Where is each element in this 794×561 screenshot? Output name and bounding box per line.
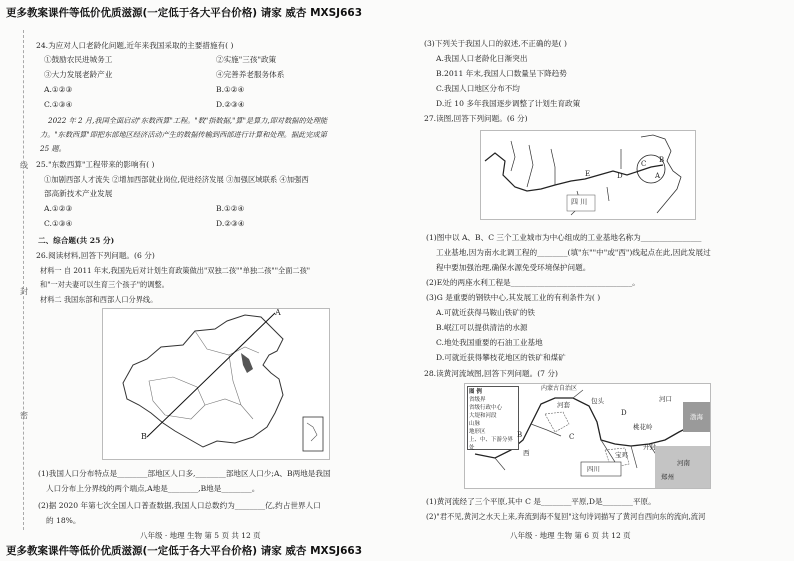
q26-3-opt-c: C.我国人口地区分布不均	[436, 84, 520, 93]
q25-answers-2	[44, 220, 388, 228]
map28-label-hetao: 河套	[557, 401, 570, 409]
q24-opt2: ②实施"三孩"政策	[216, 55, 277, 64]
q27-sub3-stem: (3)G 是重要的钢铁中心,其发展工业的有利条件为( )	[426, 293, 601, 302]
q26-sub1-line2: 人口分布上分界线的两个端点,A地是________,B地是________。	[46, 484, 260, 493]
footer-left: 八年级 · 地理 生物 第 5 页 共 12 页	[140, 531, 261, 540]
q27-sub3-opt-b: B.岷江可以提供清洁的水源	[436, 323, 528, 332]
legend-item: 大堤和河段	[469, 413, 497, 419]
legend-item: 省级界	[469, 397, 486, 403]
margin-label-2: 封	[20, 287, 28, 296]
map28-label-sichuan: 四川	[587, 465, 600, 473]
map28-label-lingbao: 宝鸡	[615, 451, 628, 459]
map28-label-taohuayu: 桃花岭	[633, 423, 653, 431]
q25-stem: 25."东数西算"工程带来的影响有( )	[36, 160, 155, 169]
q28-stem: 28.读黄河流域图,回答下列问题。(7 分)	[424, 369, 558, 378]
china-population-map	[102, 308, 330, 460]
q25-ans-b: B.①②④	[216, 204, 245, 213]
q24-answers-2	[44, 101, 388, 109]
q27-sub3-opt-d: D.可就近获得攀枝花地区的铁矿和煤矿	[436, 353, 566, 362]
map28-label-kaifeng: 开封	[643, 443, 656, 451]
map28-label-c: C	[569, 433, 575, 441]
q26-3-stem: (3)下列关于我国人口的叙述,不正确的是( )	[424, 39, 568, 48]
q25-ans-a: A.①②③	[44, 204, 73, 213]
legend-box	[467, 386, 519, 450]
passage-line-3: 25 题。	[40, 144, 66, 153]
section-2-title: 二、综合题(共 25 分)	[38, 236, 115, 245]
map28-label-d: D	[621, 409, 627, 417]
q27-stem: 27.读图,回答下列问题。(6 分)	[424, 114, 528, 123]
q24-opt4: ④完善养老服务体系	[216, 70, 285, 79]
footer-right: 八年级 · 地理 生物 第 6 页 共 12 页	[510, 531, 631, 540]
q25-answers-1	[44, 205, 388, 213]
q25-ans-c: C.①③④	[44, 219, 73, 228]
q27-sub1-line2: 工业基地,因为南水北调工程的________(填"东""中"或"西")线起点在此,因此发展过	[436, 248, 711, 257]
map28-label-hekou: 河口	[659, 395, 672, 403]
q24-options-2	[44, 71, 388, 79]
q24-ans-b: B.①②④	[216, 85, 245, 94]
q25-ans-d: D.②③④	[216, 219, 245, 228]
map-point-a: A	[275, 308, 281, 317]
map28-label-bohai: 渤海	[690, 413, 703, 421]
china-map-svg	[103, 309, 329, 459]
map27-label-a: A	[655, 172, 661, 180]
q26-material2: 材料二 我国东部和西部人口分界线。	[40, 295, 158, 304]
q28-sub2: (2)"君不见,黄河之水天上来,奔流到海不复回"这句诗词描写了黄河自西向东的流向,流河	[426, 512, 706, 521]
page-header-top: 更多教案课件等低价优质滋源(一定低于各大平台价格) 请家 威杏 MXSJ663	[6, 7, 362, 19]
legend-item: 山脉	[469, 421, 481, 427]
page-header-bottom: 更多教案课件等低价优质滋源(一定低于各大平台价格) 请家 威杏 MXSJ663	[6, 545, 362, 557]
map27-label-c: C	[641, 160, 647, 168]
q24-opt1: ①鼓励农民进城务工	[44, 55, 113, 64]
map28-label-zhengzhou: 郑州	[661, 473, 674, 481]
q28-sub1: (1)黄河流经了三个平原,其中 C 是________平原,D是________平原。	[426, 497, 656, 506]
q27-sub1-line3: 程中要加强治理,确保水源免受环境保护问题。	[436, 263, 591, 272]
q26-sub1-line1: (1)我国人口分布特点是________部地区人口多,________部地区人口少;A、B两地是我国	[38, 469, 331, 478]
q26-sub2-line2: 的 18%。	[46, 516, 81, 525]
q27-sub3-opt-c: C.地处我国重要的石油工业基地	[436, 338, 543, 347]
q24-ans-a: A.①②③	[44, 85, 73, 94]
map27-label-e: E	[585, 170, 591, 178]
q26-3-opt-d: D.近 10 多年我国逐步调整了计划生育政策	[436, 99, 581, 108]
q24-ans-c: C.①③④	[44, 100, 73, 109]
q24-answers-1	[44, 86, 388, 94]
legend-item: 省级行政中心	[469, 405, 503, 411]
map28-label-b: B	[517, 431, 523, 439]
map-point-b: B	[141, 432, 147, 441]
map28-label-xian: 西	[523, 449, 530, 457]
q24-options-1	[44, 56, 388, 64]
q26-sub2-line1: (2)据 2020 年第七次全国人口普查数据,我国人口总数约为________亿,约占世界人口	[38, 501, 321, 510]
q24-opt3: ③大力发展老龄产业	[44, 70, 113, 79]
map28-label-baotou: 包头	[591, 397, 604, 405]
map27-label-sichuan: 四 川	[571, 198, 588, 206]
legend-item: 地形区	[469, 429, 486, 435]
q26-3-opt-a: A.我国人口老龄化日渐突出	[436, 54, 528, 63]
q24-ans-d: D.②③④	[216, 100, 245, 109]
passage-line-2: 力。"东数西算"即把东部地区经济活动产生的数据传输到西部进行计算和处理。据此完成第	[40, 130, 327, 139]
map27-label-b: B	[659, 156, 665, 164]
binding-line	[23, 30, 24, 530]
map28-label-henan: 河南	[677, 459, 690, 467]
passage-line-1: 2022 年 2 月,我国全面启动"东数西算"工程。"数"指数据,"算"是算力,即对数据的处理能	[48, 116, 328, 125]
q26-3-opt-b: B.2011 年末,我国人口数量呈下降趋势	[436, 69, 567, 78]
margin-label-3: 密	[20, 411, 28, 420]
q26-material1-line1: 材料一 自 2011 年末,我国先后对计划生育政策做出"双独二孩""单独二孩""全面二孩"	[40, 266, 311, 275]
q26-material1-line2: 和"一对夫妻可以生育三个孩子"的调整。	[40, 280, 169, 289]
map28-label-neimeng: 内蒙古自治区	[541, 385, 578, 392]
q26-stem: 26.阅读材料,回答下列问题。(6 分)	[36, 251, 155, 260]
legend-title: 图 例	[469, 389, 482, 395]
q27-sub3-opt-a: A.可就近获得马鞍山铁矿的铁	[436, 308, 536, 317]
legend-item: 上、中、下游分界处	[469, 437, 514, 451]
yangtze-map	[480, 130, 696, 220]
q27-sub1-line1: (1)图中以 A、B、C 三个工业城市为中心组成的工业基地名称为________________	[426, 233, 702, 242]
q25-options-1: ①加剧西部人才流失 ②增加西部就业岗位,促进经济发展 ③加强区域联系 ④加强西	[44, 175, 309, 184]
q27-sub2: (2)E处的两座水利工程是________________________________。	[426, 278, 640, 287]
q25-options-2: 部高新技术产业发展	[44, 189, 113, 198]
q24-stem: 24.为应对人口老龄化问题,近年来我国采取的主要措施有( )	[36, 41, 234, 50]
yellow-river-map	[464, 383, 711, 489]
map27-label-d: D	[617, 172, 623, 180]
margin-label-1: 线	[20, 161, 28, 170]
